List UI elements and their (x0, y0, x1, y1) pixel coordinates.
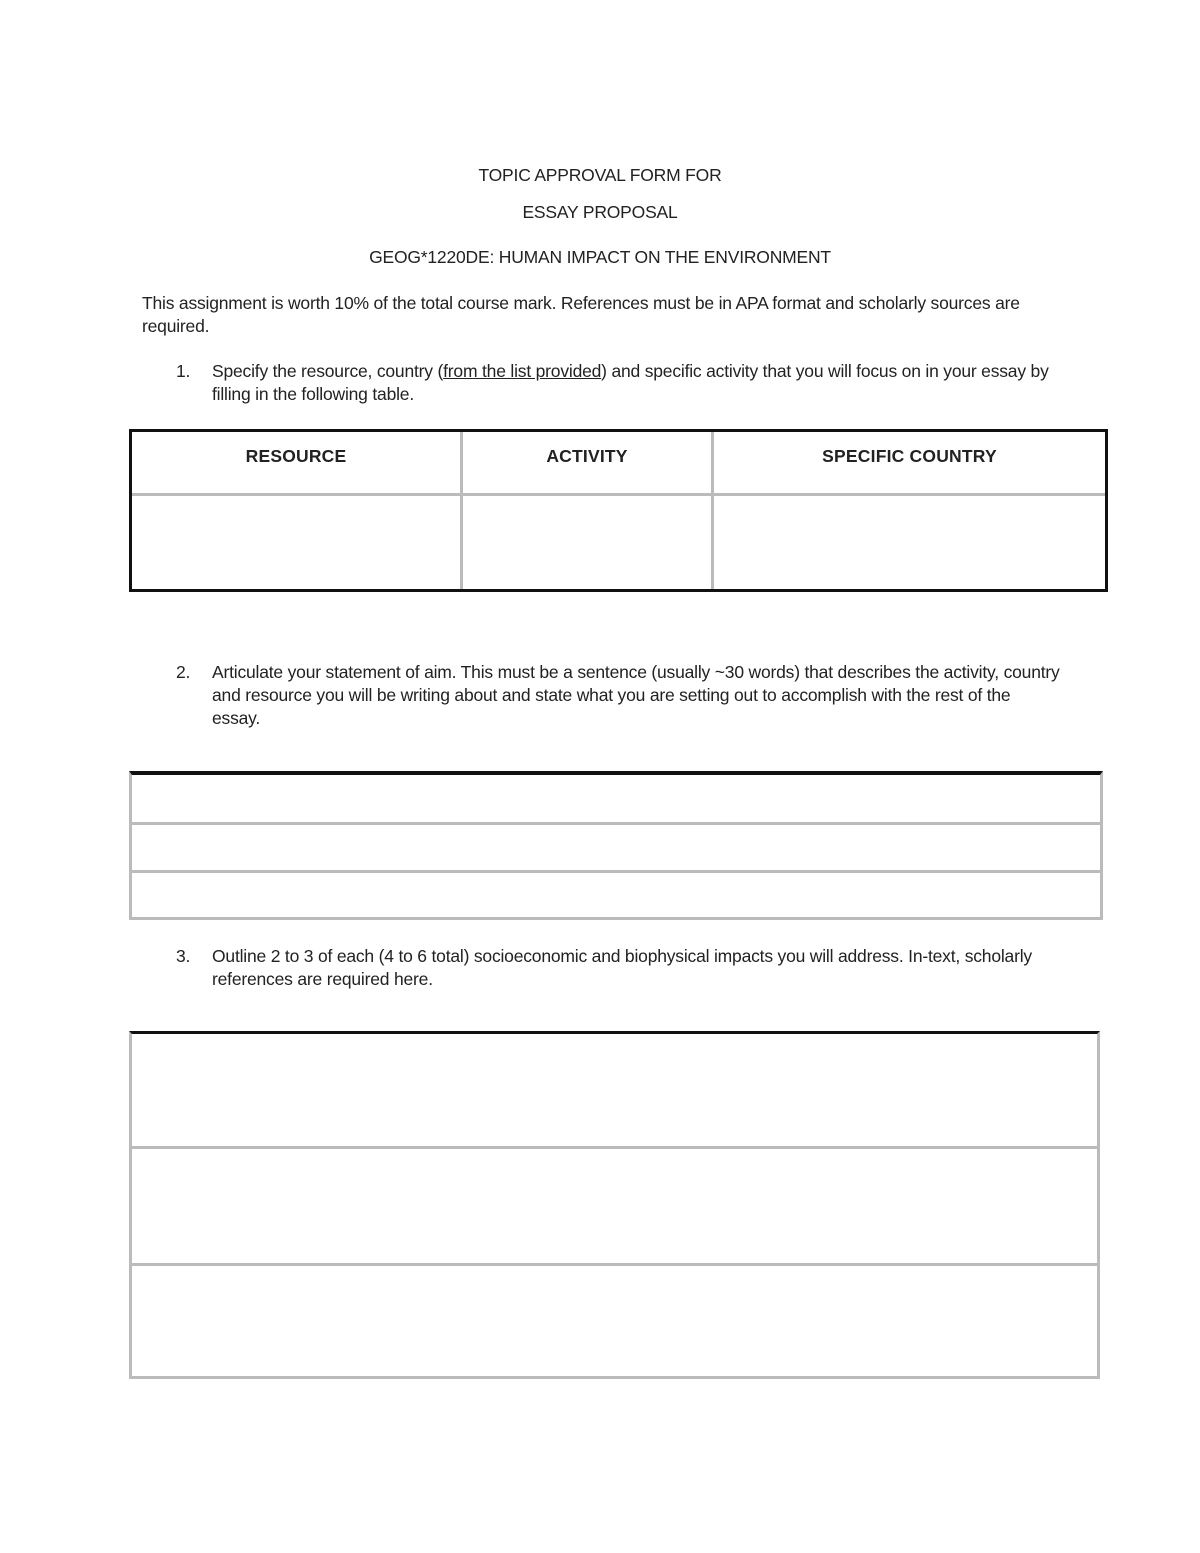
question-1-text-before: Specify the resource, country ( (212, 361, 444, 381)
country-list-link[interactable]: from the list provided (443, 361, 602, 381)
resource-input-cell[interactable] (132, 496, 460, 589)
question-1-text-after: ) and specific activity that you will focus on in your essay by filling in the following table. (212, 361, 1049, 404)
impacts-input-row-3[interactable] (132, 1266, 1097, 1376)
header-activity: ACTIVITY (546, 446, 628, 466)
statement-of-aim-table (129, 771, 1103, 920)
form-title-line2: ESSAY PROPOSAL (522, 202, 678, 222)
intro-paragraph: This assignment is worth 10% of the total course mark. References must be in APA format and scholarly sources are required. (142, 293, 1020, 336)
resource-activity-country-table (129, 429, 1108, 592)
activity-input-cell[interactable] (463, 496, 711, 589)
impacts-input-row-1[interactable] (132, 1034, 1097, 1146)
aim-input-row-3[interactable] (132, 873, 1100, 917)
question-1-text (212, 360, 1062, 406)
question-3-number: 3. (176, 946, 191, 966)
header-specific-country: SPECIFIC COUNTRY (822, 446, 997, 466)
question-2-text: Articulate your statement of aim. This must be a sentence (usually ~30 words) that describes the activity, country and resource you will be writing about and state what you are setting out to accomplish with the rest of the essay. (212, 662, 1060, 728)
impacts-input-row-2[interactable] (132, 1149, 1097, 1263)
question-1-number: 1. (176, 361, 191, 381)
form-title-line1: TOPIC APPROVAL FORM FOR (478, 165, 722, 185)
question-2-number: 2. (176, 662, 191, 682)
question-3-text: Outline 2 to 3 of each (4 to 6 total) socioeconomic and biophysical impacts you will address. In-text, scholarly references are required here. (212, 946, 1032, 989)
impacts-table (129, 1031, 1100, 1379)
header-resource: RESOURCE (245, 446, 347, 466)
country-input-cell[interactable] (714, 496, 1105, 589)
course-title: GEOG*1220DE: HUMAN IMPACT ON THE ENVIRONMENT (369, 247, 831, 267)
aim-input-row-2[interactable] (132, 825, 1100, 870)
aim-input-row-1[interactable] (132, 775, 1100, 822)
